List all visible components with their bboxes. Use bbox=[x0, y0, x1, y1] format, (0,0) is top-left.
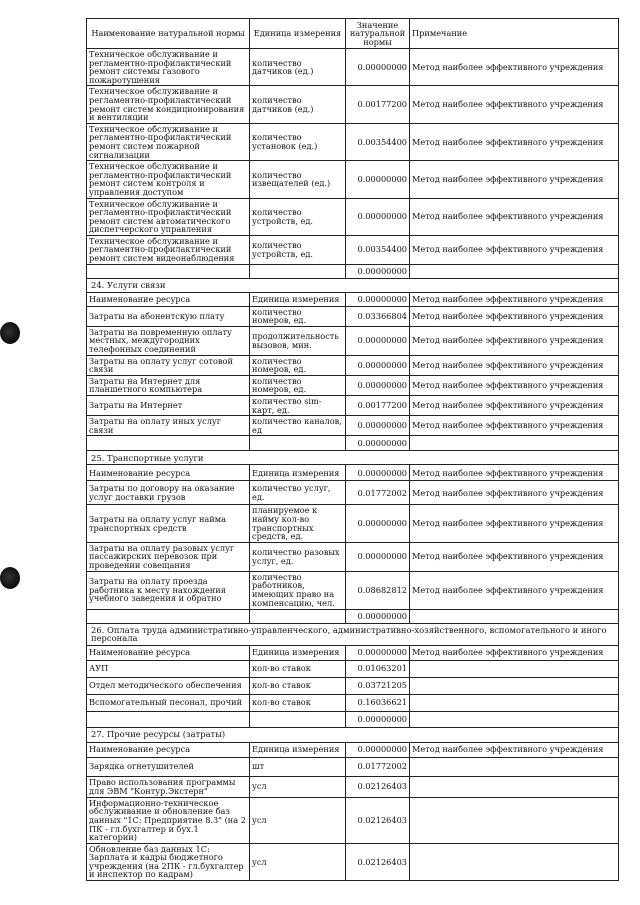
table-row bbox=[87, 505, 619, 542]
resource-name-cell: Техническое обслуживание и регламентно-профилактический ремонт систем видеонаблюдения bbox=[87, 235, 250, 264]
table-row bbox=[87, 757, 619, 776]
table-row bbox=[87, 375, 619, 395]
total-value-cell: 0.00000000 bbox=[346, 609, 410, 623]
note-cell bbox=[410, 757, 619, 776]
note-cell: Метод наиболее эффективного учреждения bbox=[410, 306, 619, 326]
total-value-cell: 0.00000000 bbox=[346, 436, 410, 451]
table-row bbox=[87, 396, 619, 416]
note-cell: Метод наиболее эффективного учреждения bbox=[410, 326, 619, 355]
total-value-cell: 0.00000000 bbox=[346, 264, 410, 278]
value-cell: 0.00000000 bbox=[346, 645, 410, 660]
resource-header-row bbox=[87, 465, 619, 481]
unit-cell: количество извещателей (ед.) bbox=[250, 161, 346, 198]
resource-name-cell: Право использования программы для ЭВМ "Контур.Экстерн" bbox=[87, 776, 250, 797]
resource-name-cell: Наименование натуральной нормы bbox=[87, 19, 250, 49]
section-title-row bbox=[87, 623, 619, 645]
resource-name-cell: Затраты на оплату разовых услуг пассажирских перевозок при проведении совещания bbox=[87, 542, 250, 571]
table-row bbox=[87, 326, 619, 355]
table-row bbox=[87, 776, 619, 797]
value-cell: 0.08682812 bbox=[346, 571, 410, 609]
resource-name-cell: Техническое обслуживание и регламентно-профилактический ремонт систем автоматического диспетчерского управления bbox=[87, 198, 250, 235]
empty-cell bbox=[87, 264, 250, 278]
table-row bbox=[87, 123, 619, 160]
unit-cell: количество sim-карт, ед. bbox=[250, 396, 346, 416]
section-title: 24. Услуги связи bbox=[87, 278, 619, 292]
note-cell bbox=[410, 694, 619, 711]
section-title: 27. Прочие ресурсы (затраты) bbox=[87, 727, 619, 742]
document-page bbox=[86, 18, 618, 881]
unit-cell: Единица измерения bbox=[250, 742, 346, 757]
note-cell: Метод наиболее эффективного учреждения bbox=[410, 355, 619, 375]
resource-name-cell: Обновление баз данных 1С: Зарплата и кадры бюджетного учреждения (на 2ПК - гл.бухгалтер и инспектор по кадрам) bbox=[87, 843, 250, 880]
note-cell bbox=[410, 843, 619, 880]
unit-cell: усл bbox=[250, 776, 346, 797]
total-row bbox=[87, 711, 619, 727]
value-cell: 0.01063201 bbox=[346, 660, 410, 677]
table-row bbox=[87, 416, 619, 436]
value-cell: 0.00000000 bbox=[346, 326, 410, 355]
unit-cell: количество датчиков (ед.) bbox=[250, 86, 346, 123]
resource-name-cell: Техническое обслуживание и регламентно-профилактический ремонт систем контроля и управления доступом bbox=[87, 161, 250, 198]
resource-name-cell: Наименование ресурса bbox=[87, 645, 250, 660]
resource-name-cell: Затраты на повременную оплату местных, междугородних телефонных соединений bbox=[87, 326, 250, 355]
note-cell: Метод наиболее эффективного учреждения bbox=[410, 465, 619, 481]
unit-cell: количество услуг, ед. bbox=[250, 481, 346, 505]
resource-header-row bbox=[87, 645, 619, 660]
value-cell: 0.02126403 bbox=[346, 797, 410, 843]
empty-cell bbox=[410, 264, 619, 278]
resource-name-cell: Техническое обслуживание и регламентно-профилактический ремонт систем кондиционирования и вентиляции bbox=[87, 86, 250, 123]
table-row bbox=[87, 355, 619, 375]
table-row bbox=[87, 235, 619, 264]
empty-cell bbox=[87, 436, 250, 451]
value-cell: 0.00000000 bbox=[346, 416, 410, 436]
unit-cell: усл bbox=[250, 797, 346, 843]
unit-cell: кол-во ставок bbox=[250, 677, 346, 694]
value-cell: 0.00000000 bbox=[346, 465, 410, 481]
table-row bbox=[87, 677, 619, 694]
table-row bbox=[87, 797, 619, 843]
unit-cell: кол-во ставок bbox=[250, 660, 346, 677]
unit-cell: количество установок (ед.) bbox=[250, 123, 346, 160]
empty-cell bbox=[250, 609, 346, 623]
note-cell: Метод наиболее эффективного учреждения bbox=[410, 49, 619, 86]
resource-name-cell: Информационно-техническое обслуживание и обновление баз данных "1С: Предприятие 8.3" (на 2 ПК - гл.бухгалтер и бух.1 категории) bbox=[87, 797, 250, 843]
resource-name-cell: Вспомогательный песонал, прочий bbox=[87, 694, 250, 711]
unit-cell: количество устройств, ед. bbox=[250, 198, 346, 235]
unit-cell: количество номеров, ед. bbox=[250, 355, 346, 375]
unit-cell: количество датчиков (ед.) bbox=[250, 49, 346, 86]
value-cell: 0.03366804 bbox=[346, 306, 410, 326]
note-cell: Метод наиболее эффективного учреждения bbox=[410, 645, 619, 660]
note-cell: Метод наиболее эффективного учреждения bbox=[410, 161, 619, 198]
value-cell: 0.00000000 bbox=[346, 355, 410, 375]
table-row bbox=[87, 198, 619, 235]
unit-cell: Единица измерения bbox=[250, 465, 346, 481]
table-row bbox=[87, 542, 619, 571]
value-cell: 0.00354400 bbox=[346, 123, 410, 160]
punch-hole-bottom bbox=[0, 567, 20, 589]
unit-cell: количество работников, имеющих право на компенсацию, чел. bbox=[250, 571, 346, 609]
value-cell: 0.00000000 bbox=[346, 375, 410, 395]
value-cell: 0.02126403 bbox=[346, 843, 410, 880]
table-row bbox=[87, 843, 619, 880]
resource-name-cell: Наименование ресурса bbox=[87, 292, 250, 306]
value-cell: 0.01772002 bbox=[346, 481, 410, 505]
table-row bbox=[87, 660, 619, 677]
resource-name-cell: Затраты на оплату проезда работника к месту нахождения учебного заведения и обратно bbox=[87, 571, 250, 609]
unit-cell: Единица измерения bbox=[250, 645, 346, 660]
table-row bbox=[87, 694, 619, 711]
total-row bbox=[87, 609, 619, 623]
resource-name-cell: Отдел методического обеспечения bbox=[87, 677, 250, 694]
unit-cell: шт bbox=[250, 757, 346, 776]
note-cell: Метод наиболее эффективного учреждения bbox=[410, 742, 619, 757]
value-cell: 0.00000000 bbox=[346, 49, 410, 86]
empty-cell bbox=[250, 711, 346, 727]
table-row bbox=[87, 86, 619, 123]
value-cell: Значение натуральной нормы bbox=[346, 19, 410, 49]
unit-cell: кол-во ставок bbox=[250, 694, 346, 711]
note-cell: Метод наиболее эффективного учреждения bbox=[410, 396, 619, 416]
empty-cell bbox=[87, 609, 250, 623]
resource-name-cell: АУП bbox=[87, 660, 250, 677]
section-title: 25. Транспортные услуги bbox=[87, 451, 619, 465]
note-cell bbox=[410, 660, 619, 677]
empty-cell bbox=[250, 264, 346, 278]
resource-name-cell: Затраты на оплату иных услуг связи bbox=[87, 416, 250, 436]
note-cell bbox=[410, 677, 619, 694]
value-cell: 0.00000000 bbox=[346, 161, 410, 198]
empty-cell bbox=[410, 609, 619, 623]
value-cell: 0.00000000 bbox=[346, 742, 410, 757]
resource-name-cell: Техническое обслуживание и регламентно-профилактический ремонт систем пожарной сигнализации bbox=[87, 123, 250, 160]
norms-table bbox=[86, 18, 619, 881]
note-cell: Метод наиболее эффективного учреждения bbox=[410, 198, 619, 235]
note-cell: Метод наиболее эффективного учреждения bbox=[410, 86, 619, 123]
empty-cell bbox=[87, 711, 250, 727]
resource-header-row bbox=[87, 292, 619, 306]
note-cell: Метод наиболее эффективного учреждения bbox=[410, 375, 619, 395]
resource-name-cell: Затраты по договору на оказание услуг доставки грузов bbox=[87, 481, 250, 505]
note-cell: Метод наиболее эффективного учреждения bbox=[410, 123, 619, 160]
note-cell: Метод наиболее эффективного учреждения bbox=[410, 235, 619, 264]
total-value-cell: 0.00000000 bbox=[346, 711, 410, 727]
note-cell: Метод наиболее эффективного учреждения bbox=[410, 505, 619, 542]
punch-hole-top bbox=[0, 322, 20, 344]
value-cell: 0.00000000 bbox=[346, 542, 410, 571]
resource-name-cell: Зарядка огнетушителей bbox=[87, 757, 250, 776]
table-row bbox=[87, 49, 619, 86]
resource-name-cell: Затраты на Интернет bbox=[87, 396, 250, 416]
unit-cell: Единица измерения bbox=[250, 19, 346, 49]
empty-cell bbox=[410, 436, 619, 451]
resource-name-cell: Наименование ресурса bbox=[87, 465, 250, 481]
value-cell: 0.03721205 bbox=[346, 677, 410, 694]
resource-name-cell: Затраты на абонентскую плату bbox=[87, 306, 250, 326]
unit-cell: Единица измерения bbox=[250, 292, 346, 306]
resource-name-cell: Затраты на оплату услуг найма транспортных средств bbox=[87, 505, 250, 542]
resource-name-cell: Наименование ресурса bbox=[87, 742, 250, 757]
resource-name-cell: Затраты на оплату услуг сотовой связи bbox=[87, 355, 250, 375]
value-cell: 0.00177200 bbox=[346, 86, 410, 123]
table-row bbox=[87, 306, 619, 326]
table-row bbox=[87, 161, 619, 198]
value-cell: 0.00354400 bbox=[346, 235, 410, 264]
table-row bbox=[87, 571, 619, 609]
table-header-row bbox=[87, 19, 619, 49]
section-title: 26. Оплата труда административно-управленческого, административно-хозяйственного, вспомогательного и иного персонала bbox=[87, 623, 619, 645]
section-title-row bbox=[87, 278, 619, 292]
unit-cell: планируемое к найму кол-во транспортных средств, ед. bbox=[250, 505, 346, 542]
note-cell: Примечание bbox=[410, 19, 619, 49]
section-title-row bbox=[87, 727, 619, 742]
section-title-row bbox=[87, 451, 619, 465]
unit-cell: продолжительность вызовов, мин. bbox=[250, 326, 346, 355]
unit-cell: усл bbox=[250, 843, 346, 880]
total-row bbox=[87, 264, 619, 278]
resource-header-row bbox=[87, 742, 619, 757]
note-cell: Метод наиболее эффективного учреждения bbox=[410, 571, 619, 609]
resource-name-cell: Техническое обслуживание и регламентно-профилактический ремонт системы газового пожаротушения bbox=[87, 49, 250, 86]
unit-cell: количество каналов, ед bbox=[250, 416, 346, 436]
value-cell: 0.16036621 bbox=[346, 694, 410, 711]
unit-cell: количество разовых услуг, ед. bbox=[250, 542, 346, 571]
value-cell: 0.00000000 bbox=[346, 292, 410, 306]
unit-cell: количество номеров, ед. bbox=[250, 306, 346, 326]
value-cell: 0.00177200 bbox=[346, 396, 410, 416]
empty-cell bbox=[250, 436, 346, 451]
note-cell: Метод наиболее эффективного учреждения bbox=[410, 481, 619, 505]
unit-cell: количество номеров, ед. bbox=[250, 375, 346, 395]
note-cell bbox=[410, 776, 619, 797]
note-cell: Метод наиболее эффективного учреждения bbox=[410, 292, 619, 306]
unit-cell: количество устройств, ед. bbox=[250, 235, 346, 264]
value-cell: 0.00000000 bbox=[346, 198, 410, 235]
value-cell: 0.00000000 bbox=[346, 505, 410, 542]
table-row bbox=[87, 481, 619, 505]
note-cell: Метод наиболее эффективного учреждения bbox=[410, 416, 619, 436]
value-cell: 0.02126403 bbox=[346, 776, 410, 797]
value-cell: 0.01772002 bbox=[346, 757, 410, 776]
note-cell: Метод наиболее эффективного учреждения bbox=[410, 542, 619, 571]
note-cell bbox=[410, 797, 619, 843]
empty-cell bbox=[410, 711, 619, 727]
resource-name-cell: Затраты на Интернет для планшетного компьютера bbox=[87, 375, 250, 395]
total-row bbox=[87, 436, 619, 451]
